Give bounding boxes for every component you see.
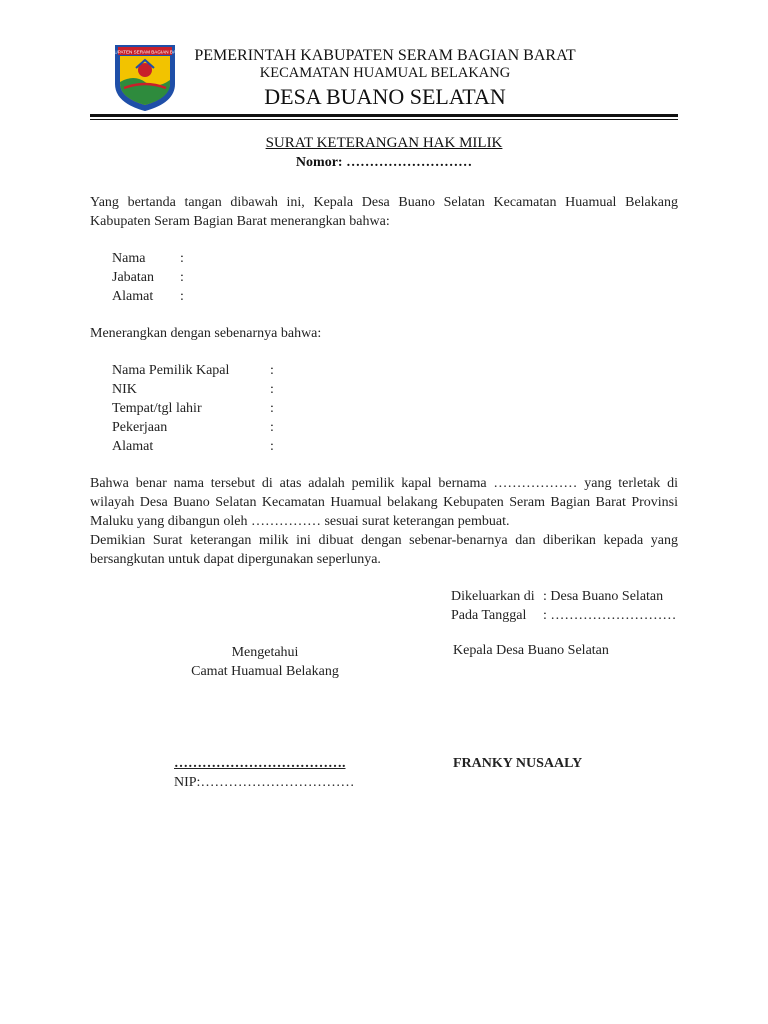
issued-place-value: : Desa Buano Selatan bbox=[543, 589, 664, 604]
letterhead-village-line: DESA BUANO SELATAN bbox=[264, 84, 506, 109]
field-separator: : bbox=[270, 382, 274, 397]
field-separator: : bbox=[180, 270, 184, 285]
body-paragraph-ownership: Bahwa benar nama tersebut di atas adalah pemilik kapal bernama ……………… yang terletak di wilayah Desa Buano Selatan Kecamatan Huamual belakang Kebupaten Seram Bagian Barat Provinsi Maluku yang dibangun oleh …………… sesuai surat keterangan pembuat. bbox=[90, 476, 678, 529]
crest-banner-text: KABUPATEN SERAM BAGIAN BARAT bbox=[105, 49, 185, 55]
field-separator: : bbox=[180, 251, 184, 266]
owner-field-birth bbox=[112, 399, 274, 418]
letterhead-district-line: KECAMATAN HUAMUAL BELAKANG bbox=[259, 65, 511, 81]
owner-field-boat-owner bbox=[112, 361, 274, 380]
field-label: Jabatan bbox=[112, 270, 154, 285]
body-paragraph-closing: Demikian Surat keterangan milik ini dibuat dengan sebenar-benarnya dan diberikan kepada yang bersangkutan untuk dapat dipergunakan seperlunya. bbox=[90, 533, 678, 567]
letterhead-rule-thick bbox=[90, 114, 678, 117]
issued-date-label: Pada Tanggal bbox=[451, 608, 527, 623]
issued-place-label: Dikeluarkan di bbox=[451, 589, 535, 604]
official-field-address bbox=[112, 287, 184, 306]
issued-date bbox=[451, 606, 676, 625]
subdistrict-head-name-placeholder: ………………………………. bbox=[174, 756, 346, 771]
document-title-wrap bbox=[90, 135, 678, 152]
field-separator: : bbox=[270, 401, 274, 416]
field-label: NIK bbox=[112, 382, 137, 397]
regency-crest-logo bbox=[105, 44, 185, 112]
field-label: Alamat bbox=[112, 289, 154, 304]
owner-field-occupation bbox=[112, 418, 274, 437]
document-title: SURAT KETERANGAN HAK MILIK bbox=[265, 135, 503, 151]
field-label: Tempat/tgl lahir bbox=[112, 401, 202, 416]
official-field-name bbox=[112, 249, 184, 268]
field-separator: : bbox=[270, 420, 274, 435]
body-paragraphs bbox=[90, 474, 678, 569]
owner-field-address bbox=[112, 437, 274, 456]
owner-field-nik bbox=[112, 380, 274, 399]
field-label: Pekerjaan bbox=[112, 420, 168, 435]
issued-place bbox=[451, 587, 663, 606]
official-field-position bbox=[112, 268, 184, 287]
field-separator: : bbox=[270, 363, 274, 378]
field-label: Nama bbox=[112, 251, 146, 266]
left-signature-block bbox=[160, 643, 370, 681]
issued-date-value: : ……………………… bbox=[543, 608, 677, 623]
field-label: Alamat bbox=[112, 439, 154, 454]
document-number: Nomor: ……………………… bbox=[295, 155, 473, 170]
village-head-title: Kepala Desa Buano Selatan bbox=[453, 643, 609, 658]
declaration-line: Menerangkan dengan sebenarnya bahwa: bbox=[90, 326, 322, 341]
subdistrict-head-title: Camat Huamual Belakang bbox=[191, 664, 339, 679]
field-separator: : bbox=[270, 439, 274, 454]
field-separator: : bbox=[180, 289, 184, 304]
intro-paragraph: Yang bertanda tangan dibawah ini, Kepala Desa Buano Selatan Kecamatan Huamual Belakang Kabupaten Seram Bagian Barat menerangkan bahwa: bbox=[90, 195, 678, 229]
letterhead-government-line: PEMERINTAH KABUPATEN SERAM BAGIAN BARAT bbox=[194, 47, 576, 64]
letterhead-rule-thin bbox=[90, 119, 678, 120]
field-label: Nama Pemilik Kapal bbox=[112, 363, 230, 378]
subdistrict-head-nip: NIP:…………………………… bbox=[174, 775, 355, 790]
acknowledged-label: Mengetahui bbox=[231, 645, 299, 660]
village-head-name: FRANKY NUSAALY bbox=[453, 756, 583, 771]
